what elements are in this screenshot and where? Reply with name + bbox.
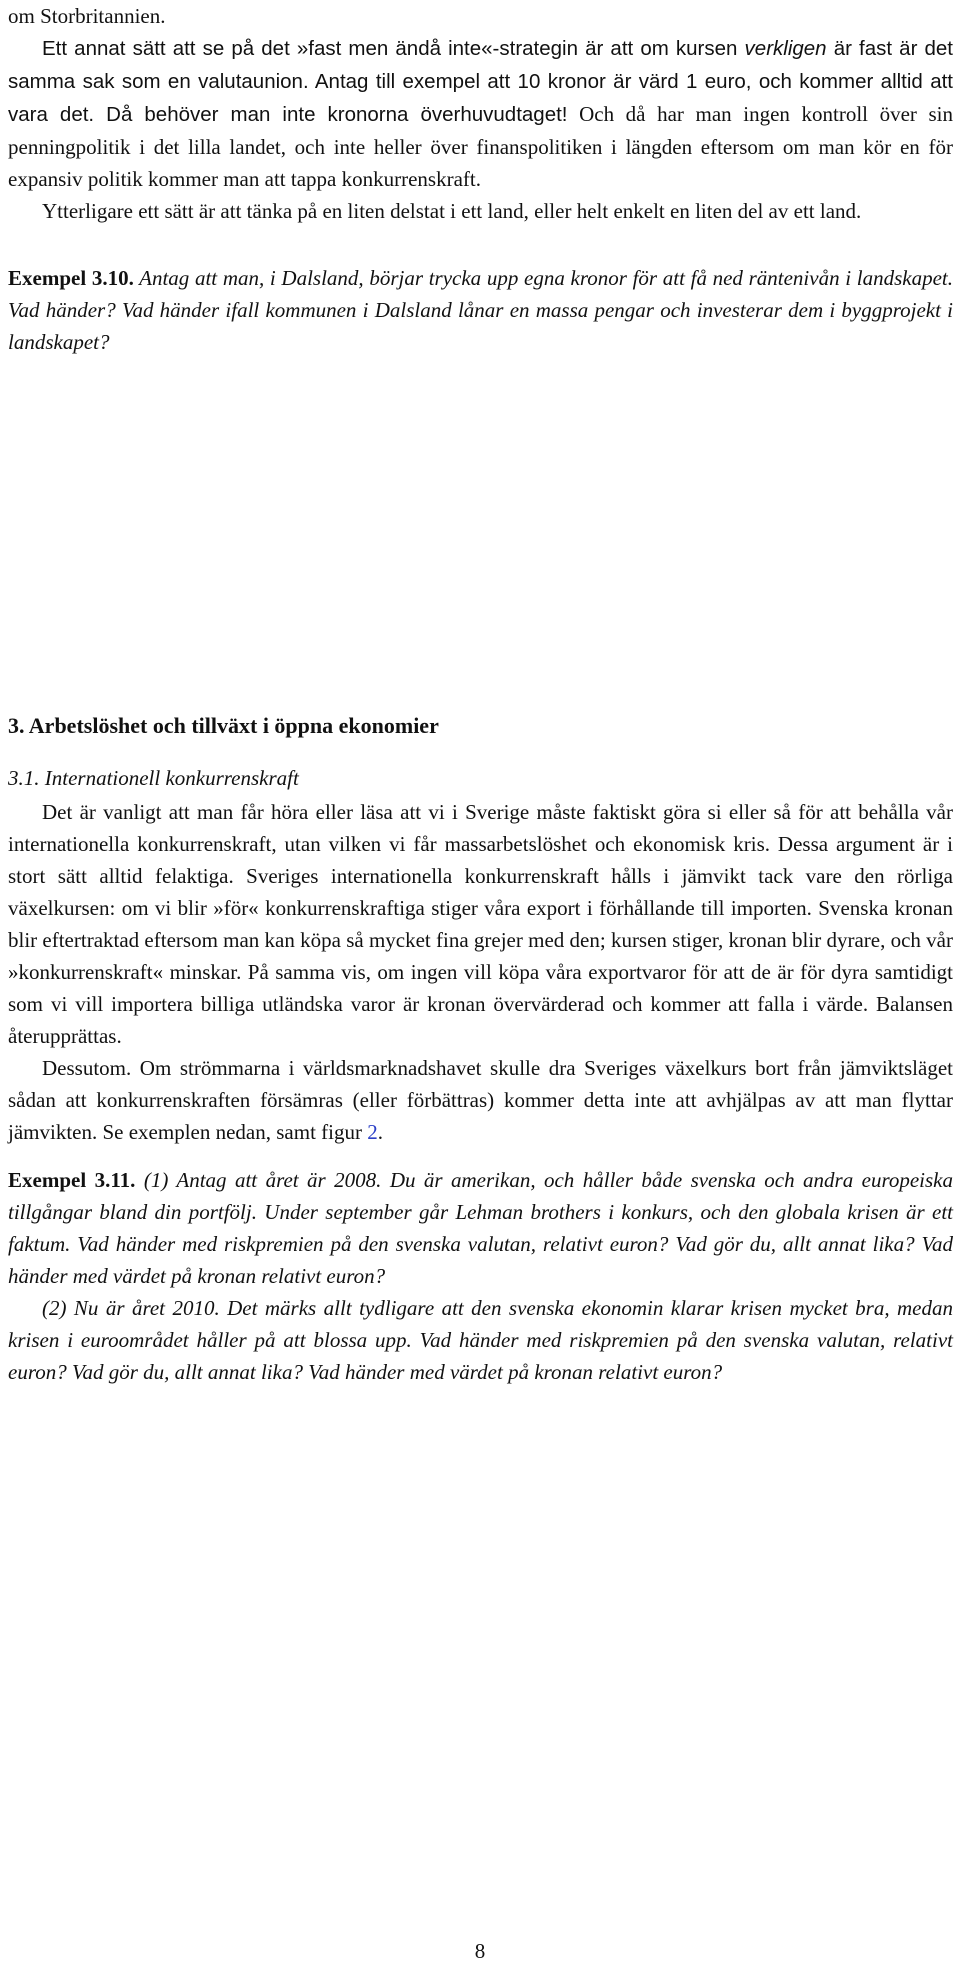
example-label: Exempel 3.10. — [8, 266, 134, 290]
paragraph-delstat: Ytterligare ett sätt är att tänka på en liten delstat i ett land, eller helt enkelt en liten del av ett land. — [42, 199, 862, 223]
section-body — [8, 796, 953, 1148]
example-label: Exempel 3.11. — [8, 1168, 136, 1192]
example-text-part-1: (1) Antag att året är 2008. Du är amerikan, och håller både svenska och andra europeiska tillgångar bland din portfölj. Under september går Lehman brothers i konkurs, och den globala krisen är ett faktum. Vad händer med riskpremien på den svenska valutan, relativt euron? Vad gör du, allt annat lika? Vad händer med värdet på kronan relativt euron? — [8, 1168, 954, 1288]
section-heading: 3. Arbetslöshet och tillväxt i öppna ekonomier — [8, 713, 439, 738]
example-text: Antag att man, i Dalsland, börjar trycka upp egna kronor för att få ned räntenivån i landskapet. Vad händer? Vad händer ifall kommunen i Dalsland lånar en massa pengar och investerar dem i byggprojekt i landskapet? — [8, 266, 954, 354]
page-number: 8 — [474, 1939, 486, 1963]
figure-reference-link[interactable]: 2 — [367, 1120, 378, 1144]
paragraph-part-a: Ett annat sätt att se på det »fast men ändå inte«-strategin är att om kursen — [42, 37, 745, 60]
paragraph-dessutom: Dessutom. Om strömmarna i världsmarknadshavet skulle dra Sveriges växelkurs bort från jämviktsläget sådan att konkurrenskraften försämras (eller förbättras) kommer detta inte att avhjälpas av att man flyttar jämvikten. Se exemplen nedan, samt figur 2. — [8, 1056, 953, 1144]
example-3-11 — [8, 1164, 953, 1388]
emphasis-verkligen: verkligen — [744, 37, 827, 60]
paragraph-part-c: Och då har man ingen kontroll över sin penningpolitik i det lilla landet, och inte heller över finanspolitiken i längden eftersom om man kör en för expansiv politik kommer man att tappa konkurrenskraft. — [8, 102, 953, 191]
paragraph-konkurrenskraft: Det är vanligt att man får höra eller läsa att vi i Sverige måste faktiskt göra si eller så för att behålla vår internationella konkurrenskraft, utan vilken vi får massarbetslöshet och ekonomisk kris. Dessa argument är i stort sätt alltid felaktiga. Sveriges internationella konkurrenskraft hålls i jämvikt tack vare den rörliga växelkursen: om vi blir »för« konkurrenskraftiga stiger våra export i förhållande till importen. Svenska kronan blir eftertraktad eftersom man kan köpa så mycket fina grejer med den; kursen stiger, kronan blir dyrare, och vår »konkurrenskraft« minskar. På samma vis, om ingen vill köpa våra exportvaror för att de är för dyra samtidigt som vi vill importera billiga utländska varor är kronan övervärderad och kommer att falla i värde. Balansen återupprättas. — [8, 800, 953, 1048]
top-text-block — [8, 0, 953, 227]
example-3-10 — [8, 262, 953, 358]
paragraph-fixed-exchange — [8, 32, 953, 195]
paragraph-part-b: är fast är det samma sak som en valutaunion. Antag till exempel att 10 kronor är värd 1 euro, och kommer alltid att vara det. Då behöver man inte kronorna överhuvudtaget! — [8, 37, 953, 126]
subsection-heading: 3.1. Internationell konkurrenskraft — [8, 766, 299, 790]
example-text-part-2: (2) Nu är året 2010. Det märks allt tydligare att den svenska ekonomin klarar krisen mycket bra, medan krisen i euroområdet håller på att blossa upp. Vad händer med riskpremien på den svenska valutan, relativt euron? Vad gör du, allt annat lika? Vad händer med värdet på kronan relativt euron? — [8, 1296, 953, 1384]
continued-line: om Storbritannien. — [8, 4, 166, 28]
